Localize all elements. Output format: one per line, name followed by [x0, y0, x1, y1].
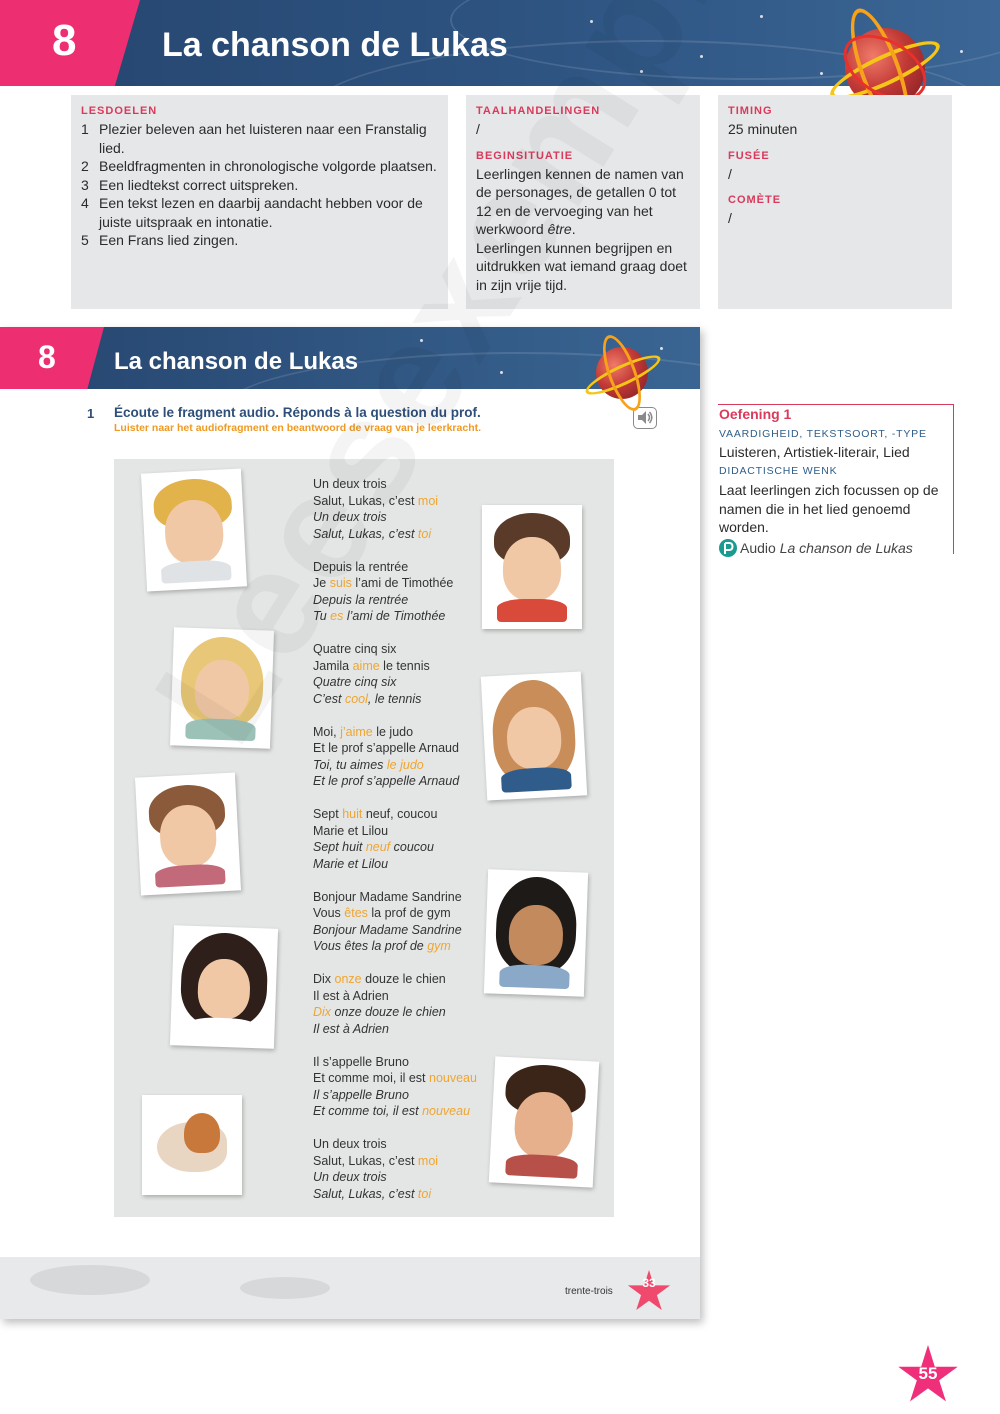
- portrait-lukas: [141, 468, 247, 591]
- lyric-line: Et le prof s’appelle Arnaud: [313, 774, 460, 788]
- highlighted-word: toi: [417, 1186, 432, 1201]
- lyric-line: Il est à Adrien: [313, 1021, 389, 1036]
- timing-label: TIMING: [728, 105, 773, 117]
- highlighted-word: nouveau: [429, 1071, 477, 1085]
- star: [640, 70, 643, 73]
- portrait-sandrine: [170, 925, 278, 1049]
- highlighted-word: êtes: [344, 906, 368, 920]
- lyric-stanza: [313, 476, 477, 542]
- lyric-line: Depuis la rentrée: [313, 559, 409, 574]
- lyric-line: Marie et Lilou: [313, 823, 389, 838]
- highlighted-word: cool: [344, 691, 368, 706]
- lyric-line: Depuis la rentrée: [313, 592, 409, 607]
- lyric-line: Jamila aime le tennis: [313, 658, 430, 673]
- lyric-line: Il s’appelle Bruno: [313, 1054, 409, 1069]
- portrait-jamila: [170, 627, 274, 748]
- lyric-line: Il est à Adrien: [313, 988, 389, 1003]
- highlighted-word: suis: [329, 576, 352, 590]
- lyric-line: Dix onze douze le chien: [313, 972, 446, 986]
- highlighted-word: onze: [334, 972, 362, 986]
- portrait-timothee: [482, 505, 582, 629]
- lyric-stanza: [313, 889, 477, 955]
- lyric-stanza: [313, 971, 477, 1037]
- lyric-line: Bonjour Madame Sandrine: [313, 922, 462, 937]
- fusee-value: /: [728, 165, 732, 182]
- highlighted-word: moi: [417, 493, 439, 508]
- lyric-line: Toi, tu aimes le judo: [313, 757, 424, 772]
- lyric-line: Quatre cinq six: [313, 642, 397, 656]
- lyric-line: Et comme moi, il est nouveau: [313, 1071, 477, 1085]
- lyric-line: Un deux trois: [313, 510, 387, 524]
- student-chapter-title: La chanson de Lukas: [114, 348, 359, 375]
- song-panel: [114, 459, 614, 1217]
- goals-label: LESDOELEN: [81, 105, 158, 117]
- lyric-line: Salut, Lukas, c’est toi: [313, 526, 432, 541]
- lyric-line: Quatre cinq six: [313, 675, 397, 689]
- note-title: Oefening 1: [719, 406, 792, 422]
- goal-item: 5 Een Frans lied zingen.: [81, 232, 239, 248]
- highlighted-word: aime: [352, 658, 380, 673]
- star: [960, 50, 963, 53]
- goal-item: 2 Beeldfragmenten in chronologische volgorde plaatsen.: [81, 158, 437, 174]
- portrait-marie: [135, 772, 241, 895]
- highlighted-word: moi: [417, 1153, 439, 1168]
- chapter-title: La chanson de Lukas: [162, 26, 508, 64]
- timing-box: [718, 95, 952, 309]
- page-number: 55: [918, 1364, 938, 1383]
- portrait-dog: [142, 1095, 242, 1195]
- language-box: [466, 95, 700, 309]
- footer-crater: [240, 1277, 330, 1299]
- exercise-title: Écoute le fragment audio. Réponds à la question du prof.: [114, 405, 481, 420]
- begin-label: BEGINSITUATIE: [476, 149, 574, 162]
- highlighted-word: es: [330, 609, 344, 623]
- lyric-stanza: [313, 724, 477, 790]
- lyric-line: Et comme toi, il est nouveau: [313, 1104, 471, 1118]
- lyric-line: Sept huit neuf, coucou: [313, 807, 438, 821]
- fusee-label: FUSÉE: [728, 149, 770, 162]
- comete-value: /: [728, 210, 732, 226]
- taal-label: TAALHANDELINGEN: [476, 105, 601, 117]
- footer-crater: [30, 1265, 150, 1295]
- star: [590, 20, 593, 23]
- highlighted-word: Dix: [313, 1005, 332, 1019]
- lyric-line: C’est cool, le tennis: [313, 691, 422, 706]
- note-label-tip: DIDACTISCHE WENK: [719, 465, 838, 477]
- song-lyrics: [313, 476, 477, 1219]
- highlighted-word: le judo: [386, 757, 424, 772]
- highlighted-word: toi: [417, 526, 432, 541]
- lyric-stanza: [313, 559, 477, 625]
- lyric-line: Salut, Lukas, c’est moi: [313, 1153, 439, 1168]
- lyric-line: Sept huit neuf coucou: [313, 840, 434, 854]
- star: [700, 55, 703, 58]
- begin-text-1: Leerlingen kennen de namen van de personages, de getallen 0 tot 12 en de vervoeging van het werkwoord être.: [476, 165, 684, 237]
- chapter-number: 8: [52, 16, 77, 65]
- note-tip-text: Laat leerlingen zich focussen op de namen die in het lied genoemd worden.: [719, 482, 939, 535]
- lyric-line: Tu es l’ami de Timothée: [313, 609, 446, 623]
- goals-list: [81, 120, 441, 250]
- star: [420, 339, 423, 342]
- lyric-line: Salut, Lukas, c’est toi: [313, 1186, 432, 1201]
- highlighted-word: neuf: [365, 840, 391, 854]
- planet-icon: [578, 331, 668, 413]
- lyric-line: Il s’appelle Bruno: [313, 1087, 409, 1102]
- portrait-bruno: [489, 1056, 599, 1187]
- star: [500, 371, 503, 374]
- note-skill-text: Luisteren, Artistiek-literair, Lied: [719, 444, 910, 460]
- student-chapter-number: 8: [38, 339, 56, 375]
- timing-value: 25 minuten: [728, 121, 798, 137]
- portrait-lilou: [481, 671, 587, 800]
- goals-box: [71, 95, 448, 309]
- lyric-line: Moi, j’aime le judo: [313, 724, 414, 739]
- highlighted-word: j’aime: [340, 724, 373, 739]
- lyric-stanza: [313, 806, 477, 872]
- lyric-stanza: [313, 1136, 477, 1202]
- goal-item: 1 Plezier beleven aan het luisteren naar een Franstalig lied.: [81, 121, 427, 156]
- portrait-adrien: [484, 869, 588, 996]
- lyric-line: Un deux trois: [313, 477, 387, 491]
- exercise-number: 1: [87, 406, 95, 421]
- lyric-line: Un deux trois: [313, 1170, 387, 1184]
- lyric-line: Et le prof s’appelle Arnaud: [313, 741, 459, 755]
- comete-label: COMÈTE: [728, 194, 782, 206]
- highlighted-word: huit: [342, 807, 363, 821]
- lyric-line: Vous êtes la prof de gym: [313, 906, 451, 920]
- audio-link-icon[interactable]: [719, 539, 737, 557]
- goal-item: 4 Een tekst lezen en daarbij aandacht hebben voor de juiste uitspraak en intonatie.: [81, 195, 423, 230]
- begin-text-2: Leerlingen kunnen begrijpen en uitdrukken wat iemand graag doet in zijn vrije tijd.: [476, 239, 687, 293]
- student-page-number: 33: [642, 1276, 656, 1290]
- lyric-line: Bonjour Madame Sandrine: [313, 889, 462, 904]
- lyric-stanza: [313, 641, 477, 707]
- note-label-skill: VAARDIGHEID, TEKSTSOORT, -TYPE: [719, 428, 927, 440]
- student-page: [0, 327, 700, 1319]
- lyric-line: Vous êtes la prof de gym: [313, 939, 451, 953]
- goal-item: 3 Een liedtekst correct uitspreken.: [81, 176, 299, 193]
- highlighted-word: gym: [427, 939, 451, 953]
- lyric-line: Je suis l’ami de Timothée: [313, 576, 454, 590]
- taal-value: /: [476, 121, 480, 137]
- lyric-line: Salut, Lukas, c’est moi: [313, 493, 439, 508]
- lyric-line: Dix onze douze le chien: [313, 1005, 446, 1019]
- lyric-line: Marie et Lilou: [313, 856, 389, 871]
- lyric-line: Un deux trois: [313, 1137, 387, 1151]
- page-word: trente-trois: [565, 1286, 613, 1297]
- highlighted-word: nouveau: [422, 1104, 471, 1118]
- audio-link[interactable]: Audio La chanson de Lukas: [740, 540, 913, 556]
- star: [760, 15, 763, 18]
- exercise-subtitle: Luister naar het audiofragment en beantwoord de vraag van je leerkracht.: [114, 422, 482, 434]
- lyric-stanza: [313, 1054, 477, 1120]
